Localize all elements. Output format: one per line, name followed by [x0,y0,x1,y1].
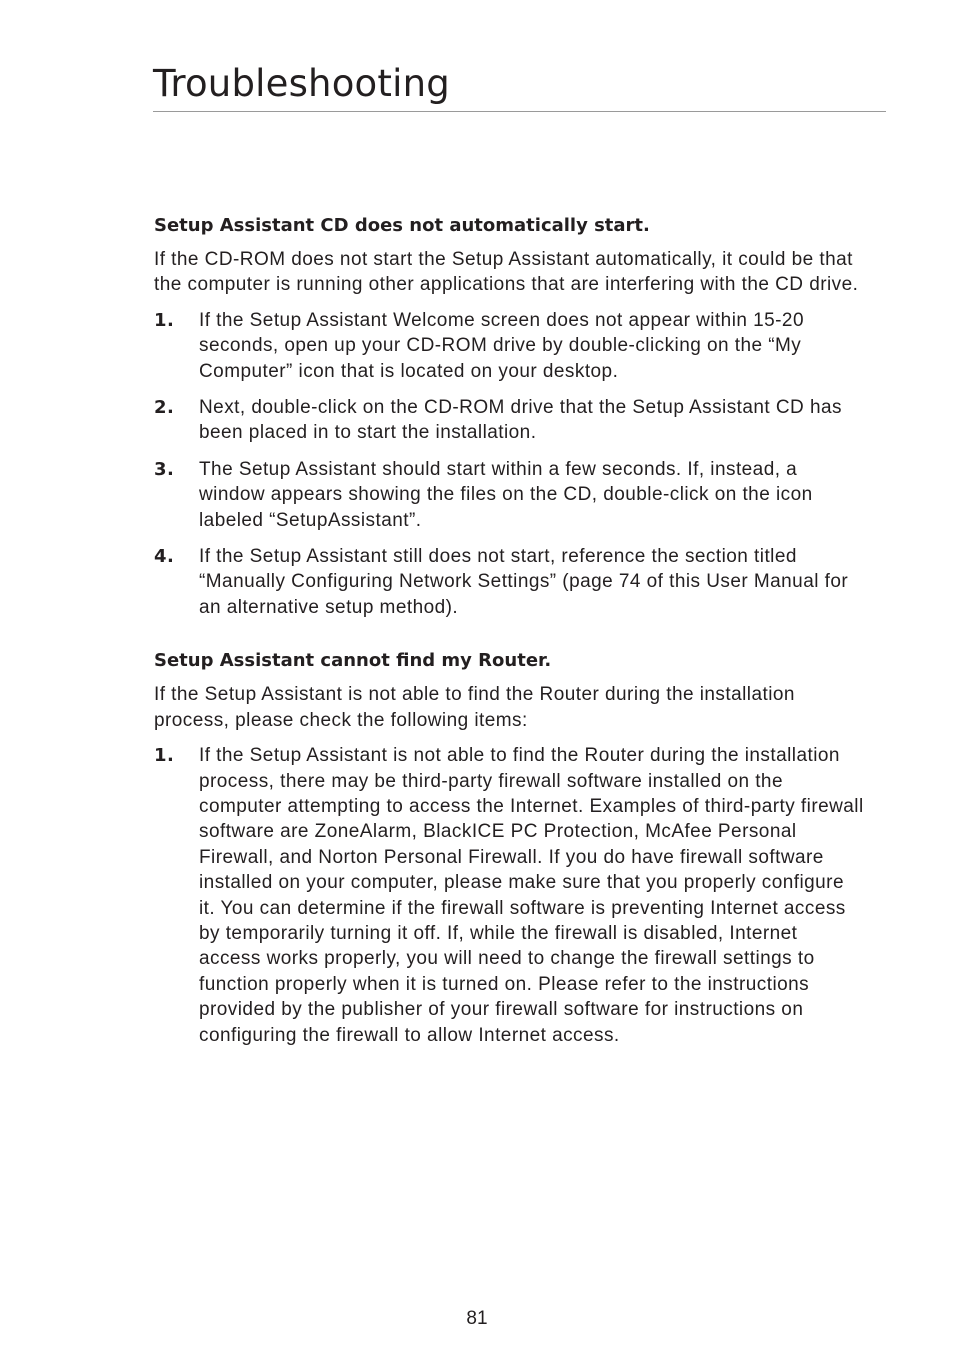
step-text: The Setup Assistant should start within a few seconds. If, instead, a window appears showing the files on the CD, double-click on the icon labeled “SetupAssistant”. [199,458,813,531]
step-text: If the Setup Assistant still does not start, reference the section titled “Manually Configuring Network Settings” (page 74 of this User Manual for an alternative setup method). [199,546,849,618]
section-router-not-found [154,648,864,1048]
page-number: 81 [466,1308,488,1329]
page-content [154,213,864,1059]
step-number: 3. [154,458,175,480]
step-item [154,544,864,620]
step-number: 2. [154,397,175,419]
section-intro: If the CD-ROM does not start the Setup Assistant automatically, it could be that the computer is running other applications that are interfering with the CD drive. [154,249,859,296]
section-intro: If the Setup Assistant is not able to find the Router during the installation process, please check the following items: [154,684,795,731]
step-text: If the Setup Assistant is not able to find the Router during the installation process, there may be third-party firewall software installed on the computer attempting to access the Internet. Examples of third-party firewall software are ZoneAlarm, BlackICE PC Protection, McAfee Personal Firewall, and Norton Personal Firewall. If you do have firewall software installed on your computer, please make sure that you properly configure it. You can determine if the firewall software is preventing Internet access by temporarily turning it off. If, while the firewall is disabled, Internet access works properly, you will need to change the firewall settings to function properly when it is turned on. Please refer to the instructions provided by the publisher of your firewall software for instructions on configuring the firewall to allow Internet access. [199,745,864,1046]
steps-list [154,308,864,620]
steps-list [154,743,864,1048]
step-number: 1. [154,309,175,331]
title-divider [153,111,886,112]
page-title: Troubleshooting [153,62,450,105]
section-heading: Setup Assistant CD does not automatically start. [154,215,650,236]
step-text: Next, double-click on the CD-ROM drive that the Setup Assistant CD has been placed in to start the installation. [199,397,842,444]
step-item [154,457,864,533]
step-item [154,743,864,1048]
section-cd-not-starting [154,213,864,620]
step-item [154,308,864,384]
step-number: 1. [154,745,175,767]
step-number: 4. [154,546,175,568]
step-text: If the Setup Assistant Welcome screen does not appear within 15-20 seconds, open up your CD-ROM drive by double-clicking on the “My Computer” icon that is located on your desktop. [199,309,804,382]
step-item [154,395,864,446]
section-heading: Setup Assistant cannot find my Router. [154,650,552,672]
